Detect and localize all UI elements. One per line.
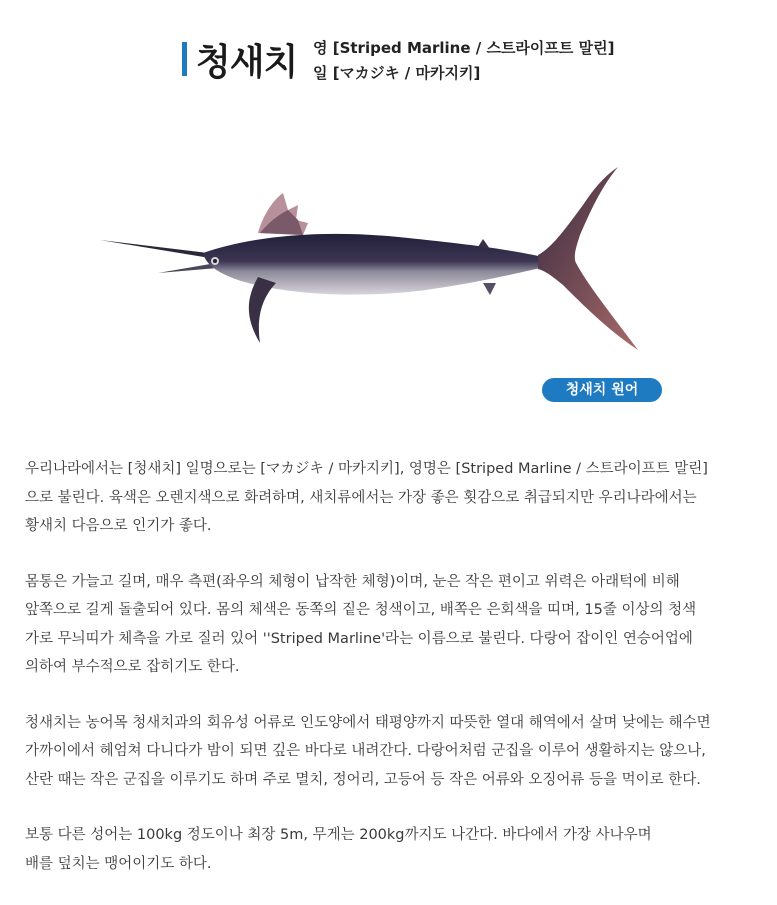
text-line: 의하여 부수적으로 잡히기도 한다. — [25, 659, 240, 675]
english-name: 영 [Striped Marline / 스트라이프트 말린] — [313, 39, 615, 57]
text-line: 청새치는 농어목 청새치과의 회유성 어류로 인도양에서 태평양까지 따뜻한 열대 해역에서 살며 낮에는 해수면 — [25, 714, 711, 731]
description-text — [25, 455, 745, 905]
image-caption-badge: 청새치 원어 — [542, 378, 662, 402]
text-line: 가까이에서 헤엄쳐 다니다가 밤이 되면 깊은 바다로 내려간다. 다랑어처럼 군집을 이루어 생활하지는 않으나, — [25, 743, 706, 759]
title-names — [313, 36, 614, 86]
text-line: 우리나라에서는 [청새치] 일명으로는 [マカジキ / 마카지키], 영명은 [Striped Marline / 스트라이프트 말린] — [25, 461, 708, 477]
text-line: 앞쪽으로 길게 돌출되어 있다. 몸의 체색은 동쪽의 짙은 청색이고, 배쪽은 은회색을 띠며, 15줄 이상의 청색 — [25, 602, 697, 618]
paragraph-2 — [25, 568, 745, 682]
text-line: 황새치 다음으로 인기가 좋다. — [25, 518, 212, 534]
paragraph-3 — [25, 709, 745, 795]
text-line: 으로 불린다. 육색은 오렌지색으로 화려하며, 새치류에서는 가장 좋은 횟감으로 취급되지만 우리나라에서는 — [25, 489, 697, 506]
text-line: 가로 무늬띠가 체측을 가로 질러 있어 ''Striped Marline'라는 이름으로 불린다. 다랑어 잡이인 연승어업에 — [25, 630, 693, 647]
text-line: 배를 덮치는 맹어이기도 하다. — [25, 855, 212, 872]
text-line: 몸통은 가늘고 길며, 매우 측편(좌우의 체형이 납작한 체형)이며, 눈은 작은 편이고 위력은 아래턱에 비해 — [25, 573, 680, 590]
text-line: 산란 때는 작은 군집을 이루기도 하며 주로 멸치, 정어리, 고등어 등 작은 어류와 오징어류 등을 먹이로 한다. — [25, 771, 701, 788]
text-line: 보통 다른 성어는 100kg 정도이나 최장 5m, 무게는 200kg까지도 나간다. 바다에서 가장 사나우며 — [25, 827, 652, 843]
page-title: 청새치 — [196, 42, 298, 83]
paragraph-4 — [25, 821, 745, 878]
marlin-fish-icon — [98, 165, 658, 355]
japanese-name: 일 [マカジキ / 마카지키] — [313, 64, 481, 82]
title-accent-bar — [182, 42, 187, 76]
paragraph-1 — [25, 455, 745, 541]
